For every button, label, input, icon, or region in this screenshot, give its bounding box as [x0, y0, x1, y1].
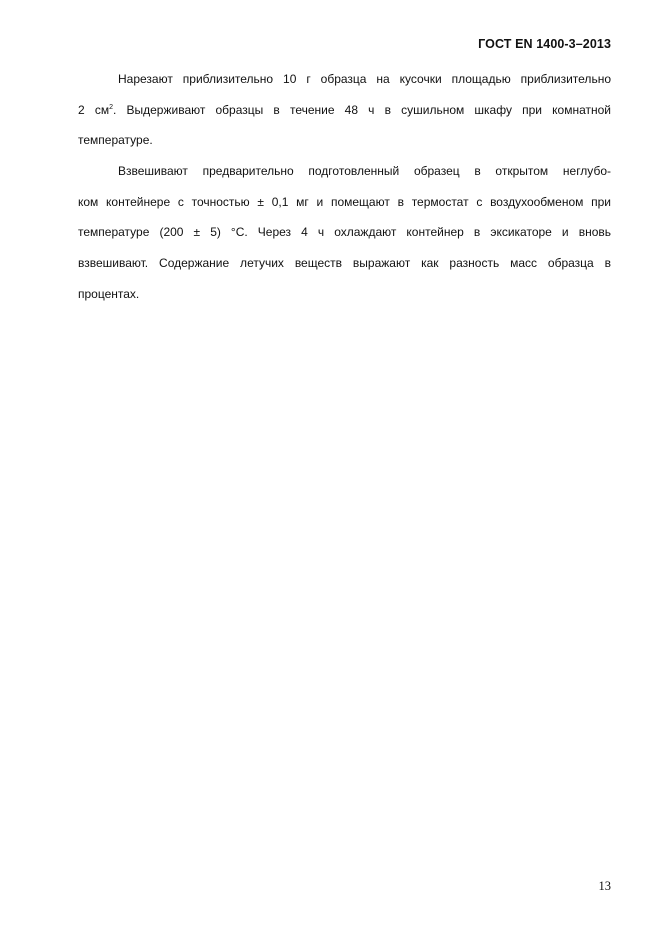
paragraph-weighing-procedure — [78, 156, 611, 309]
paragraph-line: ком контейнере с точностью ± 0,1 мг и помещают в термостат с воздухообменом при — [78, 194, 611, 209]
superscript: 2 — [109, 103, 113, 111]
paragraph-line: процентах. — [78, 286, 140, 301]
page-number: 13 — [598, 879, 611, 893]
paragraph-line: Взвешивают предварительно подготовленный образец в открытом неглубо- — [118, 164, 611, 179]
paragraph-line: взвешивают. Содержание летучих веществ выражают как разность масс образца в — [78, 256, 611, 271]
paragraph-sample-preparation — [78, 64, 611, 156]
document-code-header: ГОСТ EN 1400-3–2013 — [478, 37, 611, 51]
line-text: 2 см — [78, 102, 110, 117]
paragraph-line: температуре. — [78, 133, 153, 148]
body-text — [78, 64, 611, 310]
paragraph-line: температуре (200 ± 5) °С. Через 4 ч охлаждают контейнер в эксикаторе и вновь — [78, 225, 611, 240]
paragraph-line — [78, 95, 611, 126]
paragraph-line: Нарезают приблизительно 10 г образца на кусочки площадью приблизительно — [118, 72, 611, 86]
line-text: . Выдерживают образцы в течение 48 ч в сушильном шкафу при комнатной — [113, 102, 611, 117]
